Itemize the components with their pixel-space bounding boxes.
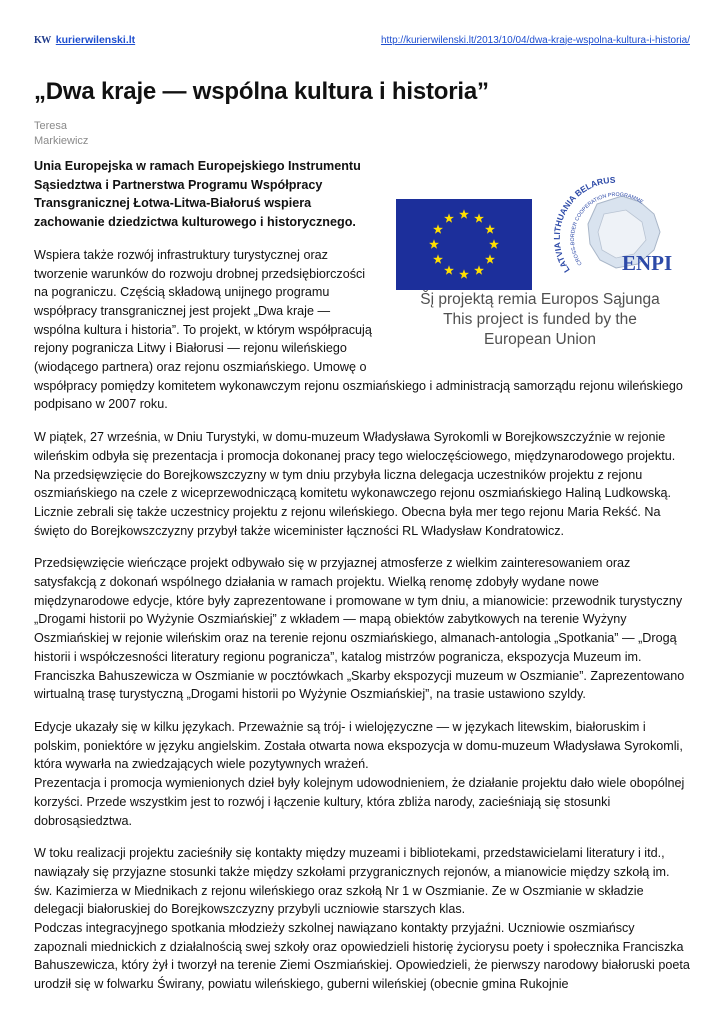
eu-star-icon bbox=[489, 239, 499, 248]
eu-star-icon bbox=[485, 254, 495, 263]
enpi-funding-figure bbox=[390, 166, 690, 356]
eu-star-icon bbox=[459, 269, 469, 278]
funding-text-lt: Šį projektą remia Europos Sąjunga bbox=[420, 291, 660, 308]
eu-star-icon bbox=[429, 239, 439, 248]
eu-star-icon bbox=[433, 224, 443, 233]
enpi-ring-text: LATVIA LITHUANIA BELARUS bbox=[551, 174, 616, 275]
paragraph-2-part-2: Na przedsięwzięcie do Borejkowszczyzny w tym dniu przybyła liczna delegacja uczestników projektu z rejonu oszmiańskiego na czele z wiceprzewodniczącą komitetu wykonawczego rejonu oszmiańskiego Haliną Ludkowską. Licznie zebrali się także uczestnicy projektu z rejonu wileńskiego. Obecna była mer tego rejonu Maria Rekść. Na święto do Borejkowszczyzny przybył także wiceminister łączności RL Władysław Kondratowicz. bbox=[34, 467, 671, 538]
site-name-link[interactable]: kurierwilenski.lt bbox=[55, 34, 136, 46]
author-last-name: Markiewicz bbox=[34, 135, 89, 147]
site-brand[interactable] bbox=[34, 34, 135, 46]
paragraph-5-part-2: Podczas integracyjnego spotkania młodzieży szkolnej nawiązano kontakty przyjaźni. Uczniowie oszmiańscy zapoznali miednickich z działalnością swej szkoły oraz opowiedzieli historię życiorysu poety i społecznika Franciszka Bahuszewicza, który żył i tworzył na terenie Ziemi Oszmiańskiej. Opowiedzieli, że pierwszy narodowy białoruski poeta urodził się w folwarku Świrany, powiatu wileńskiego, guberni wileńskiej (obecnie gmina Rukojnie bbox=[34, 921, 690, 992]
funding-caption bbox=[390, 290, 690, 350]
author-first-name: Teresa bbox=[34, 120, 68, 132]
paragraph-5-part-1: W toku realizacji projektu zacieśniły się kontakty między muzeami i bibliotekami, przedstawicielami literatury i itd., nawiązały się przyjazne stosunki także między szkołami przygranicznych rejonów, a mianowicie między szkołą im. św. Kazimierza w Miednikach z rejonu wileńskiego oraz szkołą Nr 1 w Oszmianie. Ze w Oszmianie w składzie delegacji białoruskiej do Borejkowszczyzny przybyli uczniowie starszych klas. bbox=[34, 846, 670, 917]
enpi-label: ENPI bbox=[622, 251, 673, 275]
page-header bbox=[34, 34, 690, 46]
enpi-program-text: CROSS-BORDER COOPERATION PROGRAMME bbox=[569, 191, 645, 267]
eu-star-icon bbox=[444, 213, 454, 222]
eu-star-icon bbox=[474, 265, 484, 274]
article-body bbox=[34, 157, 690, 1008]
paragraph-4-part-2: Prezentacja i promocja wymienionych dzieł były kolejnym udowodnieniem, że działanie projektu dało wiele obopólnej korzyści. Przede wszystkim jest to rozwój i łączenie kultury, która zbliża narody, zacieśniają się stosunki dobrosąsiedztwa. bbox=[34, 776, 685, 828]
paragraph-2 bbox=[34, 428, 690, 540]
eu-star-icon bbox=[459, 209, 469, 218]
eu-star-icon bbox=[433, 254, 443, 263]
paragraph-5 bbox=[34, 844, 690, 994]
eu-star-icon bbox=[474, 213, 484, 222]
author-name bbox=[34, 119, 114, 149]
eu-flag-icon bbox=[396, 199, 532, 290]
funding-text-en-2: European Union bbox=[483, 331, 597, 348]
article-url-link[interactable]: http://kurierwilenski.lt/2013/10/04/dwa-kraje-wspolna-kultura-i-historia/ bbox=[380, 34, 690, 46]
paragraph-2-part-1: W piątek, 27 września, w Dniu Turystyki, w domu-muzeum Władysława Syrokomli w Borejkowszczyźnie w rejonie wileńskim odbyła się prezentacja i promocja dokonanej pracy tego wieloczęściowego, międzynarodowego projektu. bbox=[34, 430, 676, 463]
paragraph-4-part-1: Edycje ukazały się w kilku językach. Przeważnie są trój- i wielojęzyczne — w językach litewskim, białoruskim i polskim, poniektóre w języku angielskim. Została otwarta nowa ekspozycja w domu-muzeum Władysława Syrokomli, która wywarła na zwiedzających wiele pozytywnych wrażeń. bbox=[34, 719, 683, 772]
lead-paragraph: Unia Europejska w ramach Europejskiego Instrumentu Sąsiedztwa i Partnerstwa Programu Współpracy Transgranicznej Łotwa-Litwa-Białoruś wspiera zachowanie dziedzictwa kulturowego i historycznego. bbox=[34, 159, 361, 230]
article-title: „Dwa kraje — wspólna kultura i historia” bbox=[34, 78, 489, 105]
paragraph-3: Przedsięwzięcie wieńczące projekt odbywało się w przyjaznej atmosferze z wielkim zainteresowaniem oraz satysfakcją z dokonań wspólnego działania w ramach projektu. Wielką renomę zdobyły wydane nowe międzynarodowe edycje, które były zaprezentowane i promowane w tym dniu, a mianowicie: przewodnik turystyczny „Drogami historii po Wyżynie Oszmiańskiej” z wkładem — mapą obiektów zabytkowych na terenie Wyżyny Oszmiańskiej w rejonie wileńskim oraz na terenie rejonu oszmiańskiego, almanach-antologia „Spotkania” — „Drogą historii i współczesności literatury regionu pogranicza”, katalog mistrzów pogranicza, ekspozycja Muzeum im. Franciszka Bahuszewicza w Oszmianie w pocztówkach „Skarby ekspozycji muzeum w Oszmianie”. Zaprezentowano wirtualną trasę turystyczną „Drogami historii po Wyżynie Oszmiańskiej”, na trasie ustawiono szyldy. bbox=[34, 556, 685, 702]
kw-logo: KW bbox=[34, 34, 51, 46]
paragraph-1: Wspiera także rozwój infrastruktury turystycznej oraz tworzenie warunków do rozwoju drobnej przedsiębiorczości na pograniczu. Częścią składową unijnego programu współpracy transgranicznej jest projekt „Dwa kraje — wspólna kultura i historia”. To projekt, w którym współpracują rejony pogranicza Litwy i Białorusi — rejonu wileńskiego (wiodącego partnera) oraz rejonu oszmiańskiego. Umowę o współpracy pomiędzy komitetem wykonawczym rejonu oszmiańskiego i administracją samorządu rejonu wileńskiego podpisano w 2007 roku. bbox=[34, 247, 683, 412]
eu-star-icon bbox=[485, 224, 495, 233]
paragraph-4 bbox=[34, 718, 690, 830]
eu-stars-icon bbox=[396, 199, 532, 290]
funding-text-en-1: This project is funded by the bbox=[443, 311, 637, 328]
eu-star-icon bbox=[444, 265, 454, 274]
enpi-logo-icon bbox=[542, 174, 684, 292]
